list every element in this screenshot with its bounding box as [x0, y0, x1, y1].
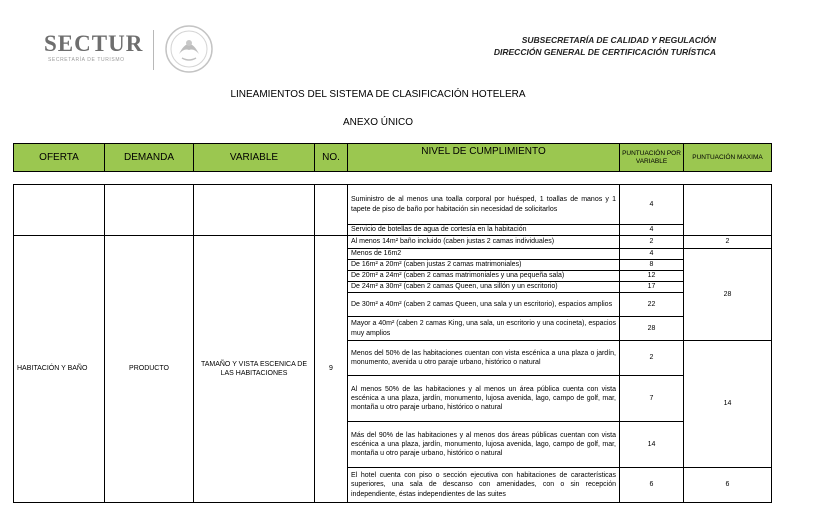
variable-cell-empty — [194, 185, 315, 236]
coat-of-arms-icon — [164, 24, 214, 74]
col-puntuacion-variable: PUNTUACIÓN POR VARIABLE — [620, 144, 684, 172]
col-no: NO. — [315, 144, 348, 172]
table-row — [14, 236, 772, 249]
pts-cell: 12 — [620, 271, 684, 282]
col-nivel: NIVEL DE CUMPLIMIENTO — [348, 144, 620, 172]
logo-text: SECTUR — [44, 31, 144, 56]
no-cell-empty — [315, 185, 348, 236]
max-cell: 28 — [684, 249, 772, 341]
demanda-cell-empty — [105, 185, 194, 236]
col-oferta: OFERTA — [14, 144, 105, 172]
pts-cell: 2 — [620, 341, 684, 376]
subsecretaria-label: SUBSECRETARÍA DE CALIDAD Y REGULACIÓN — [521, 35, 716, 45]
header-row — [14, 144, 772, 172]
criteria-table — [13, 184, 772, 503]
oferta-cell-empty — [14, 185, 105, 236]
nivel-cell: De 30m² a 40m² (caben 2 camas Queen, una sala y un escritorio), espacios amplios — [348, 293, 620, 317]
header-right — [494, 34, 716, 58]
header-table — [13, 143, 772, 172]
no-cell: 9 — [315, 236, 348, 503]
nivel-cell: Menos del 50% de las habitaciones cuentan con vista escénica a una plaza o jardín, monumento, avenida u otro paraje urbano, histórico o natural — [348, 341, 620, 376]
direccion-label: DIRECCIÓN GENERAL DE CERTIFICACIÓN TURÍSTICA — [493, 47, 716, 57]
sectur-logo — [44, 32, 143, 63]
nivel-cell: De 24m² a 30m² (caben 2 camas Queen, una sillón y un escritorio) — [348, 282, 620, 293]
pts-cell: 4 — [620, 225, 684, 236]
variable-cell: TAMAÑO Y VISTA ESCENICA DE LAS HABITACIONES — [194, 236, 315, 503]
pts-cell: 4 — [620, 249, 684, 260]
table-row — [14, 185, 772, 225]
pts-cell: 17 — [620, 282, 684, 293]
document-subtitle: ANEXO ÚNICO — [342, 117, 413, 128]
pts-cell: 8 — [620, 260, 684, 271]
pts-cell: 7 — [620, 376, 684, 422]
pts-cell: 2 — [620, 236, 684, 249]
nivel-cell: Menos de 16m2 — [348, 249, 620, 260]
nivel-cell: Al menos 14m² baño incluido (caben justas 2 camas individuales) — [348, 236, 620, 249]
nivel-cell: Más del 90% de las habitaciones y al menos dos áreas públicas cuentan con vista escénica a una plaza, jardín, monumento, lujosa avenida, lago, campo de golf, mar, montaña u otro paraje urbano, histórico o natural — [348, 422, 620, 468]
pts-cell: 6 — [620, 468, 684, 503]
nivel-cell: El hotel cuenta con piso o sección ejecutiva con habitaciones de características superiores, una sala de descanso con amenidades, con o sin recepción independiente, éstas independientes de las suites — [348, 468, 620, 503]
nivel-cell: De 20m² a 24m² (caben 2 camas matrimoniales y una pequeña sala) — [348, 271, 620, 282]
demanda-cell: PRODUCTO — [105, 236, 194, 503]
logo-divider — [153, 30, 154, 70]
oferta-cell: HABITACIÓN Y BAÑO — [14, 236, 105, 503]
nivel-cell: De 16m² a 20m² (caben justas 2 camas matrimoniales) — [348, 260, 620, 271]
nivel-cell: Servicio de botellas de agua de cortesía en la habitación — [348, 225, 620, 236]
col-puntuacion-maxima: PUNTUACIÓN MAXIMA — [684, 144, 772, 172]
max-cell: 14 — [684, 341, 772, 468]
pts-cell: 4 — [620, 185, 684, 225]
pts-cell: 28 — [620, 317, 684, 341]
logo-subtitle: SECRETARÍA DE TURISMO — [48, 57, 125, 63]
max-cell: 2 — [684, 236, 772, 249]
pts-cell: 14 — [620, 422, 684, 468]
col-demanda: DEMANDA — [105, 144, 194, 172]
pts-cell: 22 — [620, 293, 684, 317]
max-cell-empty — [684, 185, 772, 236]
nivel-cell: Al menos 50% de las habitaciones y al menos un área pública cuenta con vista escénica a una plaza, jardín, monumento, lujosa avenida, lago, campo de golf, mar, montaña u otro paraje urbano, histórico o natural — [348, 376, 620, 422]
col-variable: VARIABLE — [194, 144, 315, 172]
max-cell: 6 — [684, 468, 772, 503]
nivel-cell: Mayor a 40m² (caben 2 camas King, una sala, un escritorio y una cocineta), espacios muy amplios — [348, 317, 620, 341]
nivel-cell: Suministro de al menos una toalla corporal por huésped, 1 toallas de manos y 1 tapete de piso de baño por habitación sin necesidad de solicitarlos — [348, 185, 620, 225]
document-title: LINEAMIENTOS DEL SISTEMA DE CLASIFICACIÓN HOTELERA — [230, 89, 526, 100]
